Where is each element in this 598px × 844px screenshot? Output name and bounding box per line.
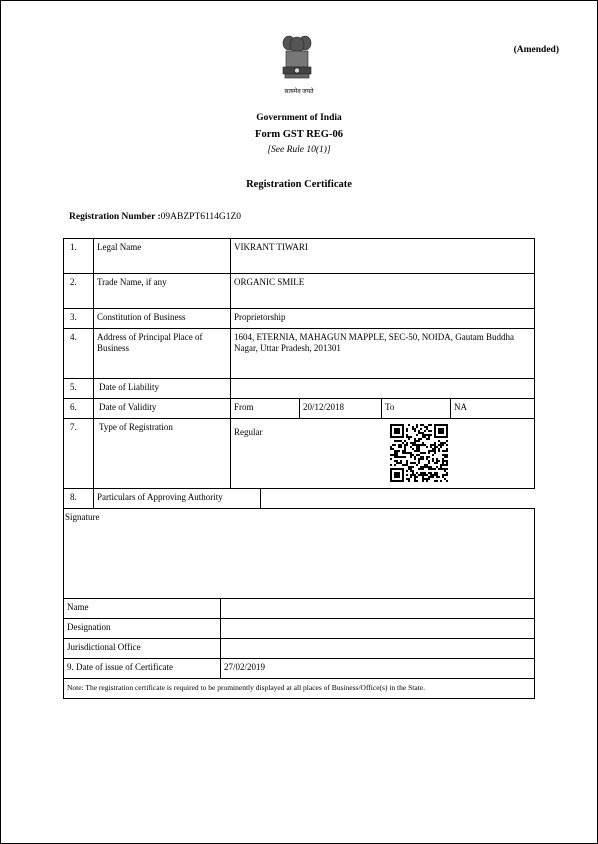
designation-value bbox=[221, 619, 535, 639]
registration-type-value: Regular bbox=[234, 427, 263, 437]
registration-number-value: 09ABZPT6114G1Z0 bbox=[160, 212, 242, 222]
row-label: Date of Liability bbox=[94, 379, 231, 399]
registration-details-table bbox=[63, 238, 535, 489]
table-row bbox=[64, 599, 535, 619]
government-title: Government of India bbox=[256, 113, 342, 123]
table-row bbox=[64, 239, 535, 274]
row-label: Particulars of Approving Authority bbox=[94, 489, 261, 509]
row-label: Address of Principal Place of Business bbox=[94, 329, 231, 379]
validity-from-value: 20/12/2018 bbox=[300, 399, 382, 419]
trade-name-value: ORGANIC SMILE bbox=[231, 274, 535, 309]
name-label: Name bbox=[64, 599, 221, 619]
validity-from-label: From bbox=[231, 399, 300, 419]
table-row bbox=[64, 659, 535, 679]
table-row bbox=[64, 379, 535, 399]
row-number: 8. bbox=[64, 489, 94, 509]
designation-label: Designation bbox=[64, 619, 221, 639]
liability-value bbox=[231, 379, 535, 399]
rule-reference: [See Rule 10(1)] bbox=[267, 145, 331, 155]
certificate-title: Registration Certificate bbox=[246, 179, 352, 190]
issue-date-label: 9. Date of issue of Certificate bbox=[64, 659, 221, 679]
row-label: Constitution of Business bbox=[94, 309, 231, 329]
national-emblem-icon bbox=[277, 33, 317, 85]
row-label: Date of Validity bbox=[94, 399, 231, 419]
issue-date-value: 27/02/2019 bbox=[221, 659, 535, 679]
row-label: Type of Registration bbox=[94, 419, 231, 489]
table-row bbox=[64, 419, 535, 489]
emblem-caption: सत्यमेव जयते bbox=[284, 89, 314, 95]
row-label: Legal Name bbox=[94, 239, 231, 274]
row-number: 2. bbox=[64, 274, 94, 309]
table-row bbox=[64, 639, 535, 659]
validity-to-label: To bbox=[382, 399, 451, 419]
name-value bbox=[221, 599, 535, 619]
row-number: 6. bbox=[64, 399, 94, 419]
row-number: 3. bbox=[64, 309, 94, 329]
table-row bbox=[64, 274, 535, 309]
jurisdictional-office-value bbox=[221, 639, 535, 659]
registration-number-label: Registration Number : bbox=[69, 212, 161, 222]
legal-name-value: VIKRANT TIWARI bbox=[231, 239, 535, 274]
form-title: Form GST REG-06 bbox=[255, 129, 343, 140]
constitution-value: Proprietorship bbox=[231, 309, 535, 329]
row-number: 5. bbox=[64, 379, 94, 399]
display-note: Note: The registration certificate is required to be prominently displayed at all places of Business/Office(s) in the State. bbox=[64, 679, 535, 699]
row-number: 7. bbox=[64, 419, 94, 489]
amended-label: (Amended) bbox=[513, 45, 559, 55]
registration-number bbox=[69, 212, 241, 223]
table-row bbox=[64, 509, 535, 599]
row-number: 1. bbox=[64, 239, 94, 274]
table-row bbox=[64, 619, 535, 639]
row-label: Trade Name, if any bbox=[94, 274, 231, 309]
approving-authority-header bbox=[63, 488, 535, 509]
address-value: 1604, ETERNIA, MAHAGUN MAPPLE, SEC-50, NOIDA, Gautam Buddha Nagar, Uttar Pradesh, 201301 bbox=[231, 329, 535, 379]
registration-type-cell bbox=[231, 419, 535, 489]
signature-field: Signature bbox=[64, 509, 535, 599]
jurisdictional-office-label: Jurisdictional Office bbox=[64, 639, 221, 659]
validity-to-value: NA bbox=[451, 399, 535, 419]
qr-code-icon bbox=[390, 424, 448, 482]
authority-table bbox=[63, 508, 535, 699]
table-row bbox=[64, 309, 535, 329]
table-row bbox=[64, 329, 535, 379]
approving-authority-value bbox=[261, 489, 535, 509]
table-row bbox=[64, 399, 535, 419]
row-number: 4. bbox=[64, 329, 94, 379]
table-row bbox=[64, 489, 535, 509]
table-row bbox=[64, 679, 535, 699]
